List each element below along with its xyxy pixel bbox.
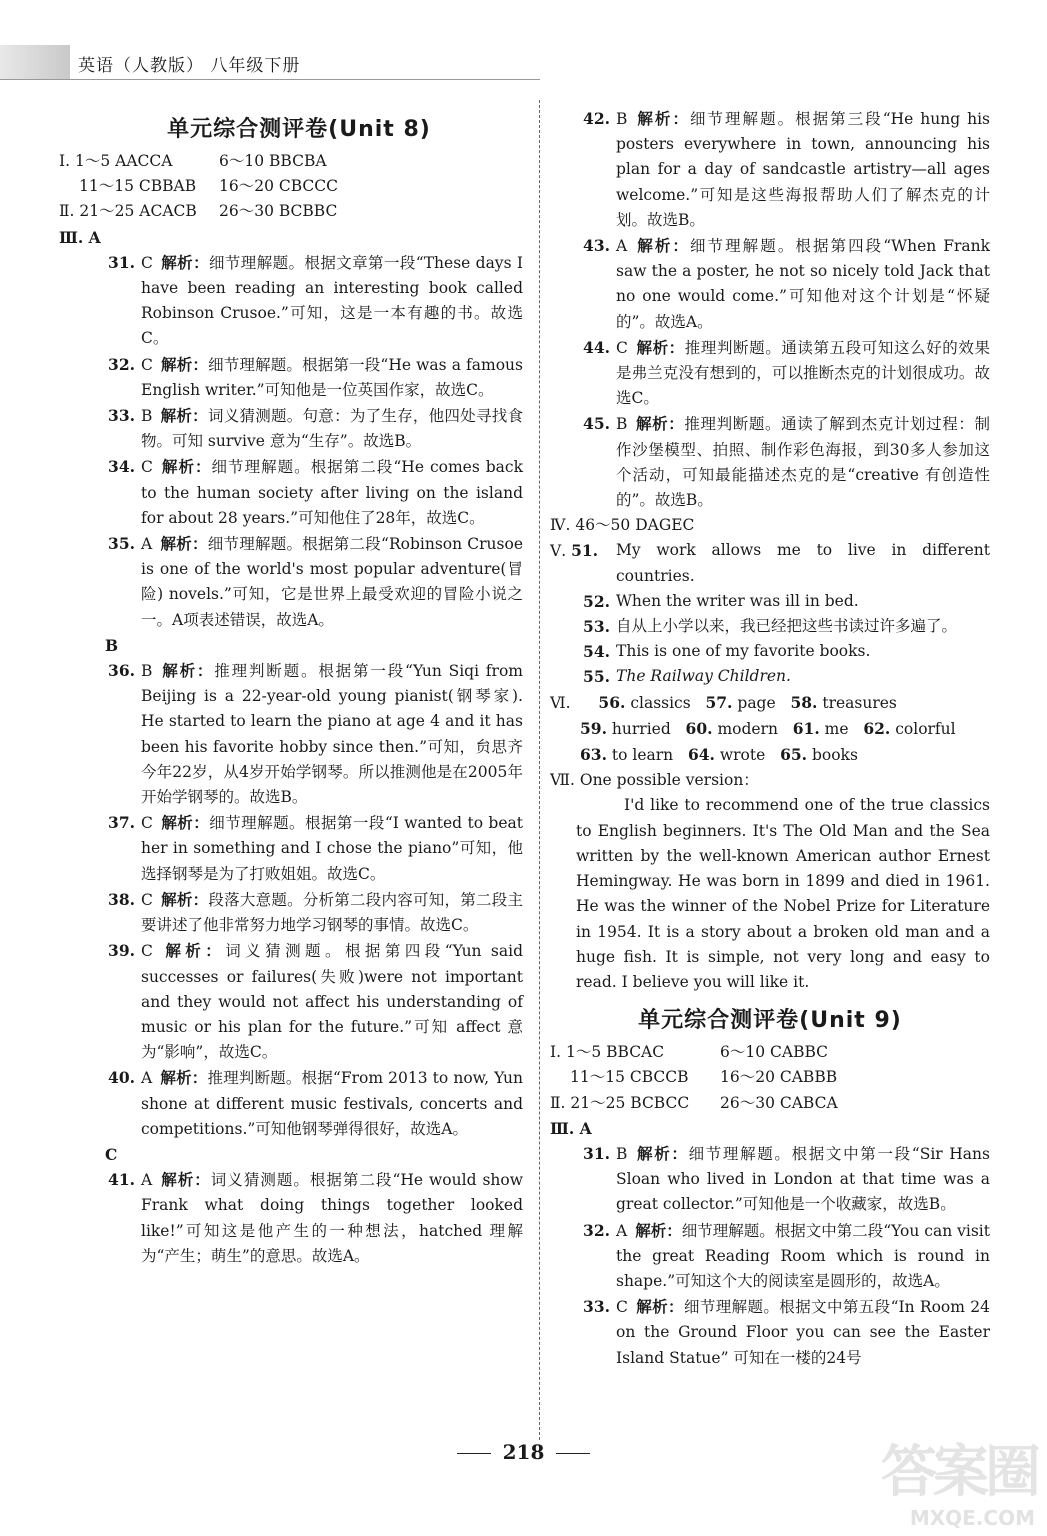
- header-accent: [0, 45, 70, 79]
- answer-group: 26～30 BCBBC: [219, 202, 338, 221]
- answer-item: [75, 658, 523, 810]
- answer-letter: A: [141, 1069, 153, 1088]
- section-label: B: [105, 635, 119, 655]
- explanation: 词义猜测题。句意：为了生存，他四处寻找食物。可知 survive 意为“生存”。故选B。: [141, 407, 523, 451]
- explanation: 细节理解题。根据文中第五段“In Room 24 on the Ground Floor you can see the Easter Island Statue” 可知在一楼的24号: [616, 1298, 990, 1367]
- analysis-label: 解析：: [160, 1068, 208, 1088]
- answer-group: 16～20 CABBB: [720, 1068, 838, 1087]
- answer-letter: B: [141, 662, 153, 681]
- answer-word: to learn: [611, 746, 674, 765]
- answer-item: [550, 335, 990, 412]
- question-number: 44.: [583, 337, 610, 357]
- answer-group: Ⅰ. 1～5 BBCAC: [550, 1043, 665, 1062]
- analysis-label: 解析：: [160, 252, 209, 272]
- answer-letter: A: [616, 237, 628, 256]
- unit8-title: 单元综合测评卷(Unit 8): [167, 117, 431, 142]
- question-number: 65.: [780, 745, 808, 765]
- question-number: 38.: [108, 889, 135, 909]
- section-numeral: Ⅴ.: [550, 542, 567, 561]
- analysis-label: 解析：: [635, 1220, 682, 1240]
- question-number: 43.: [583, 236, 610, 256]
- answer-group: 16～20 CBCCC: [219, 177, 338, 196]
- explanation: 细节理解题。根据文章第一段“These days I have been reading an interesting book called Robinson Crusoe.”可知，这是一本有趣的书。故选C。: [141, 253, 523, 348]
- question-number: 39.: [108, 941, 135, 961]
- answer-letter: C: [141, 890, 153, 909]
- analysis-label: 解析：: [635, 414, 685, 434]
- answer-text: This is one of my favorite books.: [616, 642, 871, 661]
- answer-item: [75, 938, 523, 1065]
- sample-essay: I'd like to recommend one of the true classics to English beginners. It's The Old Man and the Sea written by the well-known American author Ernest Hemingway. He was born in 1899 and died in 1961. He was the winner of the Nobel Prize for Literature in 1954. It is a story about a broken old man and a huge fish. It is simple, not very long and easy to read. I believe you will like it.: [576, 796, 990, 991]
- header-text: 英语（人教版） 八年级下册: [78, 56, 301, 76]
- answer-item: [550, 1294, 990, 1371]
- answer-letter: B: [616, 415, 628, 434]
- word-fill-row: [550, 716, 990, 742]
- answer-letter: C: [616, 1298, 628, 1317]
- answer-group: 6～10 BBCBA: [219, 152, 327, 170]
- answer-letter: C: [141, 355, 153, 374]
- answer-item: [550, 106, 990, 233]
- answer-text: 自从上小学以来，我已经把这些书读过许多遍了。: [616, 617, 958, 636]
- question-number: 42.: [583, 109, 610, 128]
- page-number-dash: [457, 1453, 491, 1455]
- question-number: 53.: [583, 617, 610, 637]
- answer-letter: B: [616, 110, 628, 128]
- analysis-label: 解析：: [160, 354, 209, 374]
- answer-letter: B: [141, 407, 153, 426]
- answer-letter: C: [141, 942, 153, 961]
- answer-letter: B: [616, 1144, 628, 1163]
- answer-item: [550, 589, 990, 614]
- question-number: 64.: [687, 745, 715, 765]
- question-number: 56.: [598, 692, 626, 712]
- explanation: 细节理解题。根据文中第二段“You can visit the great Reading Room which is round in shape.”可知这个大的阅读室是圆形的，故选A。: [616, 1221, 990, 1290]
- answer-item: [550, 639, 990, 664]
- explanation: 词义猜测题。根据第二段“He would show Frank what doing things together looked like!”可知这是他产生的一种想法，hatched 理解为“产生；萌生”的意思。故选A。: [141, 1171, 523, 1265]
- question-number: 31.: [583, 1143, 610, 1163]
- watermark: [857, 1426, 1047, 1536]
- answer-letter: A: [141, 1171, 153, 1190]
- answer-item: [550, 233, 990, 335]
- answer-item: [550, 1141, 990, 1218]
- explanation: 细节理解题。根据第二段“Robinson Crusoe is one of the world's most popular adventure(冒险) novels.”可知，它是世界上最受欢迎的冒险小说之一。A项表述错误，故选A。: [141, 535, 523, 629]
- answer-item: [550, 1218, 990, 1295]
- analysis-label: 解析：: [635, 337, 685, 357]
- answer-item: [550, 411, 990, 513]
- analysis-label: 解析：: [635, 1143, 689, 1163]
- analysis-label: 解析：: [160, 406, 208, 426]
- explanation: 推理判断题。通读了解到杰克计划过程：制作沙堡模型、拍照、制作彩色海报，到30多人参加这个活动，可知最能描述杰克的是“creative 有创造性的”。故选B。: [616, 415, 990, 510]
- answer-group: Ⅱ. 21～25 BCBCC: [550, 1093, 690, 1112]
- question-number: 61.: [792, 718, 820, 738]
- question-number: 62.: [863, 718, 891, 738]
- answer-letter: C: [141, 458, 153, 477]
- analysis-label: 解析：: [160, 941, 226, 961]
- answer-group: 26～30 CABCA: [720, 1093, 838, 1112]
- answer-row: [59, 149, 523, 174]
- answer-word: books: [811, 746, 858, 765]
- answer-item: [75, 887, 523, 938]
- section-label: C: [105, 1144, 118, 1164]
- explanation: 推理判断题。通读第五段可知这么好的效果是弗兰克没有想到的，可以推断杰克的计划很成功。故选C。: [616, 338, 990, 408]
- answer-text: My work allows me to live in different countries.: [616, 541, 990, 585]
- explanation: 词义猜测题。根据第四段“Yun said successes or failures(失败)were not important and they would not affect his understanding of music or his plan for the future.”可知 affect 意为“影响”，故选C。: [141, 942, 523, 1062]
- answer-row: [550, 1091, 990, 1116]
- explanation: 段落大意题。分析第二段内容可知，第二段主要讲述了他非常努力地学习钢琴的事情。故选C。: [141, 890, 523, 935]
- answer-text: When the writer was ill in bed.: [616, 591, 859, 610]
- answer-row: [59, 199, 523, 224]
- explanation: 细节理解题。根据第一段“I wanted to beat her in something and I chose the piano”可知，他选择钢琴是为了打败姐姐。故选C。: [141, 814, 523, 883]
- column-divider: [539, 100, 540, 1440]
- answer-row: [550, 1065, 990, 1090]
- answer-item: [75, 352, 523, 403]
- explanation: 细节理解题。根据第三段“He hung his posters everywhere in town, announcing his plan for a day of sandcastle artistry—all ages welcome.”可知是这些海报帮助人们了解杰克的计划。故选B。: [616, 110, 990, 229]
- answer-group: 11～15 CBCCB: [570, 1068, 689, 1087]
- answer-row: [79, 174, 523, 199]
- answer-word: colorful: [895, 719, 956, 738]
- answer-item: [75, 250, 523, 352]
- answer-word: hurried: [611, 719, 671, 738]
- watermark-logo: 答案圈: [881, 1440, 1037, 1505]
- question-number: 58.: [790, 692, 818, 712]
- analysis-label: 解析：: [160, 661, 215, 681]
- question-number: 60.: [685, 718, 713, 738]
- question-number: 34.: [108, 457, 135, 477]
- answer-letter: A: [616, 1221, 628, 1240]
- explanation: 细节理解题。根据文中第一段“Sir Hans Sloan who lived in London at that time was a great collector.”可知他是一个收藏家，故选B。: [616, 1144, 990, 1214]
- answer-word: treasures: [822, 693, 897, 712]
- question-number: 33.: [108, 406, 135, 426]
- question-number: 32.: [108, 354, 135, 374]
- answer-item: [550, 664, 990, 689]
- question-number: 36.: [108, 661, 135, 681]
- section-label: [550, 538, 616, 588]
- analysis-label: 解析：: [160, 889, 209, 909]
- answer-text: The Railway Children.: [616, 667, 791, 686]
- question-number: 57.: [705, 692, 733, 712]
- question-number: 51.: [571, 541, 599, 561]
- analysis-label: 解析：: [160, 457, 212, 477]
- answer-word: modern: [717, 719, 778, 738]
- answer-letter: A: [141, 535, 153, 554]
- explanation: 推理判断题。根据第一段“Yun Siqi from Beijing is a 22-year-old young pianist(钢琴家). He started to learn the piano at age 4 and it has been his favorite hobby since then.”可知，贠思齐今年22岁，从4岁开始学钢琴。所以推测他是在2005年开始学钢琴的。故选B。: [141, 662, 523, 807]
- page-number-text: 218: [502, 1440, 545, 1464]
- question-number: 55.: [583, 667, 610, 687]
- right-column: [550, 106, 990, 1371]
- word-fill-row: [550, 690, 990, 716]
- question-number: 40.: [108, 1068, 135, 1088]
- answer-word: classics: [630, 693, 691, 712]
- word-fill-row: [550, 742, 990, 768]
- analysis-label: 解析：: [160, 1170, 211, 1190]
- question-number: 54.: [583, 642, 610, 662]
- answer-word: page: [737, 693, 776, 712]
- analysis-label: 解析：: [160, 813, 210, 833]
- answer-group: Ⅰ. 1～5 AACCA: [59, 152, 173, 170]
- watermark-url: MXQE.COM: [909, 1506, 1035, 1530]
- answer-item: [550, 538, 990, 588]
- section-numeral: Ⅵ.: [550, 693, 571, 712]
- question-number: 52.: [583, 591, 610, 611]
- answer-item: [75, 454, 523, 531]
- header-rule: [0, 79, 540, 80]
- left-column: [59, 110, 523, 1269]
- question-number: 59.: [580, 718, 607, 738]
- answer-group: 6～10 CABBC: [720, 1043, 828, 1062]
- answer-item: [75, 1065, 523, 1142]
- explanation: 细节理解题。根据第一段“He was a famous English writer.”可知他是一位英国作家，故选C。: [141, 355, 523, 399]
- question-number: 37.: [108, 813, 135, 833]
- unit9-title: 单元综合测评卷(Unit 9): [638, 1008, 902, 1034]
- analysis-label: 解析：: [635, 236, 690, 256]
- answer-item: [75, 531, 523, 633]
- analysis-label: 解析：: [160, 534, 208, 554]
- answer-item: [75, 1167, 523, 1269]
- answer-letter: C: [616, 338, 628, 357]
- answer-item: [550, 614, 990, 639]
- analysis-label: 解析：: [635, 1297, 684, 1317]
- analysis-label: 解析：: [635, 109, 690, 128]
- section-label: Ⅶ. One possible version：: [550, 771, 759, 790]
- answer-item: [75, 403, 523, 454]
- page-number-dash: [556, 1453, 590, 1455]
- explanation: 细节理解题。根据第四段“When Frank saw the a poster, he not so nicely told Jack that no one would come.”可知他对这个计划是“怀疑的”。故选A。: [616, 237, 990, 331]
- answer-letter: C: [141, 814, 153, 833]
- question-number: 35.: [108, 534, 135, 554]
- explanation: 推理判断题。根据“From 2013 to now, Yun shone at different music festivals, concerts and competitions.”可知他钢琴弹得很好，故选A。: [141, 1069, 523, 1138]
- answer-row: [550, 1040, 990, 1065]
- answer-word: wrote: [719, 746, 766, 765]
- answer-group: 11～15 CBBAB: [79, 177, 197, 196]
- section-label: Ⅲ. A: [550, 1118, 592, 1138]
- answer-group: Ⅱ. 21～25 ACACB: [59, 202, 197, 221]
- question-number: 63.: [580, 745, 607, 765]
- explanation: 细节理解题。根据第二段“He comes back to the human society after living on the island for about 28 years.”可知他住了28年，故选C。: [141, 458, 523, 527]
- question-number: 45.: [583, 414, 610, 434]
- question-number: 31.: [108, 252, 135, 272]
- question-number: 41.: [108, 1170, 135, 1190]
- page-header: [0, 45, 1047, 79]
- section-label: Ⅲ. A: [59, 227, 101, 247]
- answer-word: me: [824, 719, 849, 738]
- question-number: 32.: [583, 1220, 610, 1240]
- question-number: 33.: [583, 1297, 610, 1317]
- answer-letter: C: [141, 253, 153, 272]
- answer-item: [75, 810, 523, 887]
- section-answers: Ⅳ. 46～50 DAGEC: [550, 516, 695, 535]
